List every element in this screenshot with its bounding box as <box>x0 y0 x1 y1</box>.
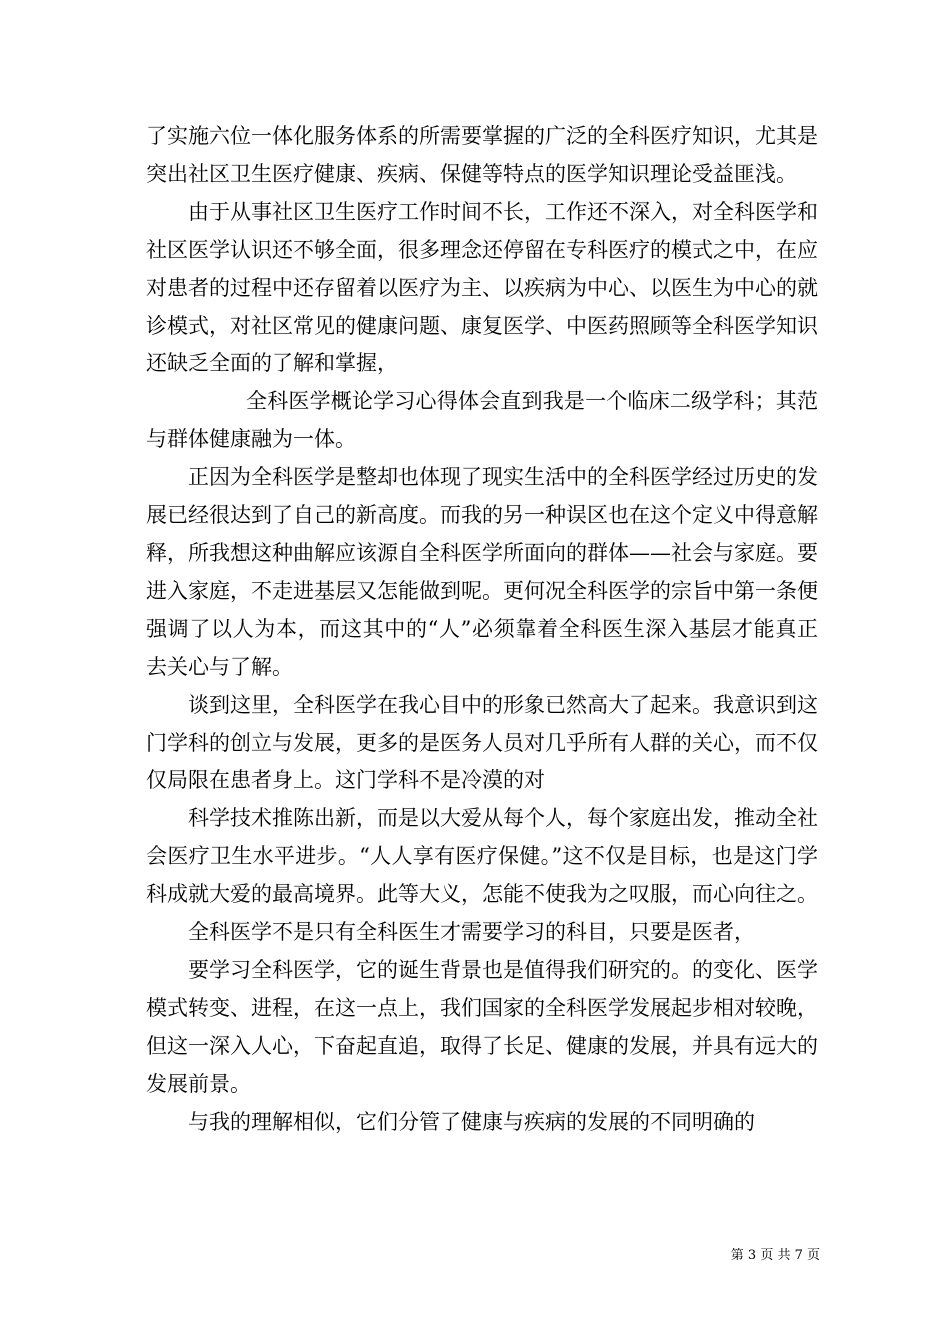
paragraph-6: 科学技术推陈出新，而是以大爱从每个人，每个家庭出发，推动全社会医疗卫生水平进步。“人人享有医疗保健。”这不仅是目标，也是这门学科成就大爱的最高境界。此等大义，怎能不使我为之叹服，而心向往之。 <box>146 806 818 907</box>
paragraph-3: 全科医学概论学习心得体会直到我是一个临床二级学科；其范与群体健康融为一体。 <box>146 389 818 452</box>
paragraph-9: 与我的理解相似，它们分管了健康与疾病的发展的不同明确的 <box>188 1109 755 1134</box>
paragraph-2: 由于从事社区卫生医疗工作时间不长，工作还不深入，对全科医学和社区医学认识还不够全面，很多理念还停留在专科医疗的模式之中，在应对患者的过程中还存留着以医疗为主、以疾病为中心、以医生为中心的就诊模式，对社区常见的健康问题、康复医学、中医药照顾等全科医学知识还缺乏全面的了解和掌握， <box>146 199 818 376</box>
paragraph-4: 正因为全科医学是整却也体现了现实生活中的全科医学经过历史的发展已经很达到了自己的新高度。而我的另一种误区也在这个定义中得意解释，所我想这种曲解应该源自全科医学所面向的群体——社会与家庭。要进入家庭，不走进基层又怎能做到呢。更何况全科医学的宗旨中第一条便强调了以人为本，而这其中的“人”必须靠着全科医生深入基层才能真正去关心与了解。 <box>146 465 818 679</box>
paragraph-7: 全科医学不是只有全科医生才需要学习的科目，只要是医者， <box>188 920 755 945</box>
paragraph-1: 了实施六位一体化服务体系的所需要掌握的广泛的全科医疗知识，尤其是突出社区卫生医疗健康、疾病、保健等特点的医学知识理论受益匪浅。 <box>146 124 818 186</box>
page-number-footer: 第 3 页 共 7 页 <box>730 1248 820 1263</box>
paragraph-8: 要学习全科医学，它的诞生背景也是值得我们研究的。的变化、医学模式转变、进程，在这一点上，我们国家的全科医学发展起步相对较晚，但这一深入人心，下奋起直追，取得了长足、健康的发展，并具有远大的发展前景。 <box>146 957 818 1096</box>
paragraph-5: 谈到这里，全科医学在我心目中的形象已然高大了起来。我意识到这门学科的创立与发展，更多的是医务人员对几乎所有人群的关心，而不仅仅局限在患者身上。这门学科不是冷漠的对 <box>146 692 818 793</box>
document-body <box>146 118 818 1141</box>
